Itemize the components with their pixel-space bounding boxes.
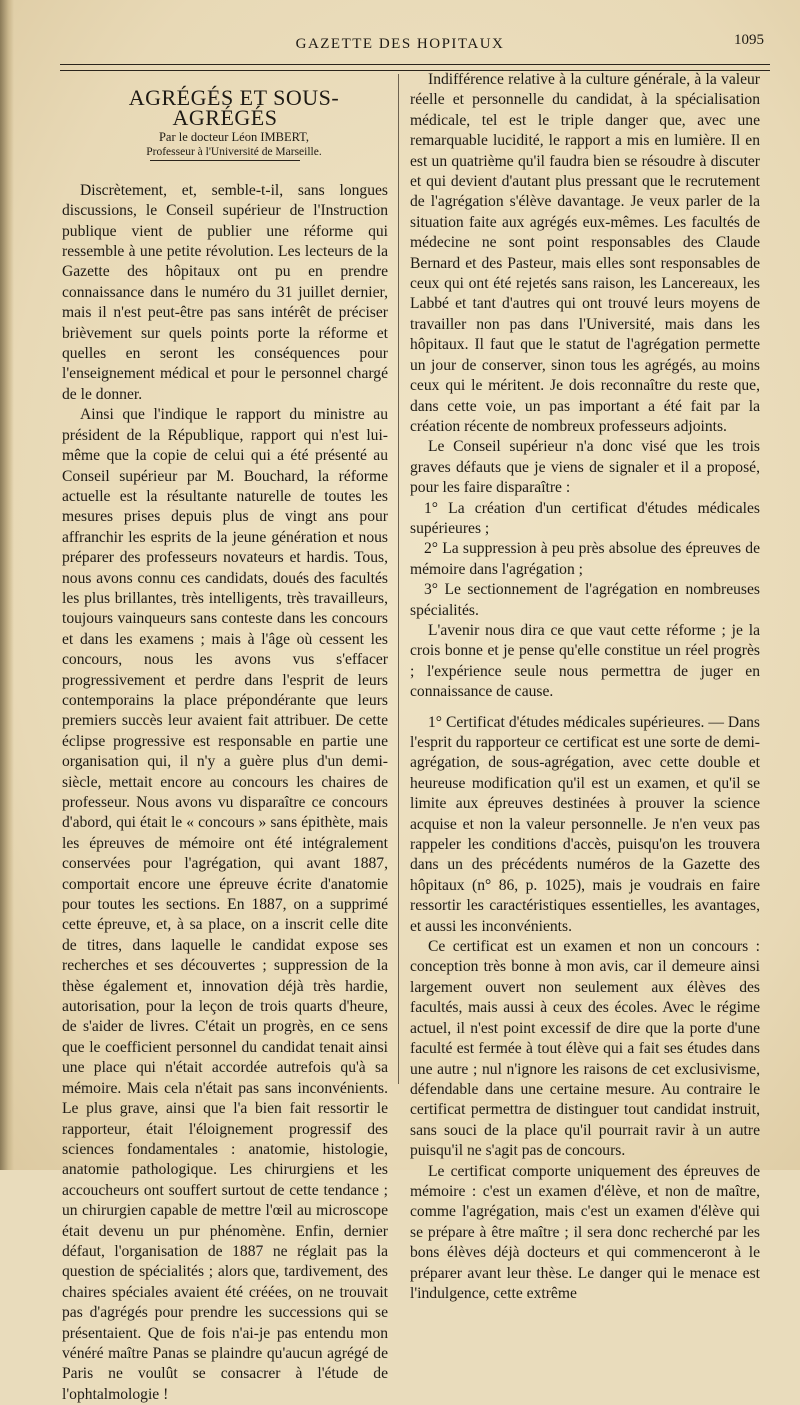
section-paragraph: 1° Certificat d'études médicales supérieures. — Dans l'esprit du rapporteur ce certificat est une sorte de demi-agrégation, de sous-agrégation, avec cette double et heureuse modification qu'il est un examen, et qu'il se limite aux épreuves destinées à prouver la science acquise et non la valeur personnelle. Je n'en veux pas rappeler les conditions d'accès, puisqu'on les trouvera dans un des précédents numéros de la Gazette des hôpitaux (n° 86, p. 1025), mais je voudrais en faire ressortir les caractéristiques essentielles, les avantages, et aussi les inconvénients.: [410, 713, 760, 935]
column-divider: [398, 74, 399, 1084]
list-item: 3° Le sectionnement de l'agrégation en nombreuses spécialités.: [410, 581, 760, 619]
paragraph: Discrètement, et, semble-t-il, sans longues discussions, le Conseil supérieur de l'Instruction publique vient de publier une réforme qui ressemble à une petite révolution. Les lecteurs de la Gazette des hôpitaux ont pu en prendre connaissance dans le numéro du 31 juillet dernier, mais il n'est peut-être pas sans intérêt de préciser brièvement sur quels points porte la réforme et quelles en seront les conséquences pour l'enseignement médical et pour le personnel chargé de le donner.: [62, 181, 388, 403]
paragraph: L'avenir nous dira ce que vaut cette réforme ; je la crois bonne et je pense qu'elle constitue un réel progrès ; l'expérience seule nous permettra de juger en connaissance de cause.: [410, 621, 760, 701]
title-divider: [150, 160, 300, 161]
header-rule: [60, 64, 770, 65]
paragraph: Ainsi que l'indique le rapport du ministre au président de la République, rapport qui n'est lui-même que la copie de celui qui a été présenté au Conseil supérieur par M. Bouchard, la réforme actuelle est la résultante naturelle de toutes les mesures prises depuis plus de vingt ans pour affranchir les esprits de la jeune génération et nous préparer des professeurs novateurs et hardis. Tous, nous avons connu ces candidats, doués des facultés les plus brillantes, très intelligents, très travailleurs, toujours vainqueurs sans conteste dans les concours et dans les examens ; mais à l'âge où cessent les concours, nous les avons vus s'effacer progressivement et perdre dans l'esprit de leurs contemporains la place prépondérante que leurs premiers succès leur avaient fait attribuer. De cette éclipse progressive est responsable en partie une organisation qui, il n'y a guère plus d'un demi-siècle, mettait encore au concours les chaires de professeur. Nous avons vu disparaître ce concours d'abord, qui était le « concours » sans épithète, mais les épreuves de mémoire ont été intégralement conservées pour l'agrégation, qui avant 1887, comportait encore une épreuve écrite d'anatomie pour toutes les sections. En 1887, on a supprimé cette épreuve, et, à sa place, on a inscrit celle dite de titres, dans laquelle le candidat expose ses recherches et ses découvertes ; suppression de la thèse également et, innovation déjà très hardie, autorisation, pour la leçon de trois quarts d'heure, de s'aider de livres. C'était un progrès, en ce sens que le coefficient personnel du candidat tenait ainsi une place qui n'était accordée autrefois qu'à sa mémoire. Mais cela n'était pas sans inconvénients. Le plus grave, ainsi que l'a bien fait ressortir le rapporteur, était l'éloignement progressif des sciences fondamentales : anatomie, histologie, anatomie pathologique. Les chirurgiens et les accoucheurs ont souffert surtout de cette tendance ; un chirurgien capable de mettre l'œil au microscope était devenu un pur phénomène. Enfin, dernier défaut, l'organisation de 1887 ne réglait pas la question de spécialités ; alors que, tardivement, des chaires spéciales avaient été créées, on ne trouvait pas d'agrégés pour prendre les successions qui se présentaient. Que de fois n'ai-je pas entendu mon vénéré maître Panas se plaindre qu'aucun agrégé de Paris ne voulût se consacrer à l'étude de l'ophtalmologie !: [62, 406, 388, 1403]
paragraph: Ce certificat est un examen et non un concours : conception très bonne à mon avis, car il demeure ainsi largement ouvert non seulement aux élèves des facultés, mais aussi à ceux des écoles. Avec le régime actuel, il n'est point excessif de dire que la porte d'une faculté est fermée à tout élève qui a fait ses études dans une autre ; nul n'ignore les raisons de cet exclusivisme, défendable dans une certaine mesure. Au contraire le certificat permettra de distinguer tout candidat instruit, sans souci de la place qu'il pourrait ravir à un autre puisqu'il ne s'agit pas de concours.: [410, 938, 760, 1160]
list-item: 1° La création d'un certificat d'études médicales supérieures ;: [410, 499, 760, 537]
right-column: [410, 70, 760, 1304]
book-spine-shadow: [0, 0, 14, 1170]
article-title: AGRÉGÉS ET SOUS-AGRÉGÉS: [128, 85, 340, 131]
paragraph: Le Conseil supérieur n'a donc visé que les trois graves défauts que je viens de signaler et il a proposé, pour les faire disparaître :: [410, 438, 760, 497]
list-item: 2° La suppression à peu près absolue des épreuves de mémoire dans l'agrégation ;: [410, 540, 760, 578]
author-affiliation: Professeur à l'Université de Marseille.: [146, 145, 322, 158]
left-column: [62, 85, 388, 1405]
paragraph: Le certificat comporte uniquement des épreuves de mémoire : c'est un examen d'élève, et non de maître, comme l'agrégation, mais c'est un examen d'élève qui se prépare à être maître ; il sera donc recherché par les bons élèves déjà docteurs et qui commenceront à le préparer avant leur thèse. Le danger qui le menace est l'indulgence, cette extrême: [410, 1162, 760, 1302]
article-byline: Par le docteur Léon IMBERT,: [158, 129, 310, 144]
paragraph: Indifférence relative à la culture générale, à la valeur réelle et personnelle du candidat, à la spécialisation médicale, tel est le triple danger que, avec une remarquable lucidité, le rapport a mis en lumière. Il en est un quatrième qu'il faudra bien se résoudre à discuter et qui devient d'autant plus pressant que le recrutement de l'agrégation s'élève davantage. Je veux parler de la situation faite aux agrégés eux-mêmes. Les facultés de médecine ne sont point responsables des Claude Bernard et des Pasteur, mais elles sont responsables de ceux qui ont été rejetés sans raison, les Lancereaux, les Labbé et tant d'autres qui ont trouvé leurs moyens de travailler non pas dans l'Université, mais dans les hôpitaux. Il faut que le statut de l'agrégation permette un jour de conserver, sinon tous les agrégés, au moins ceux qui le méritent. Je dois reconnaître du reste que, dans cette voie, un pas important a été fait par la création récente de nombreux professeurs adjoints.: [410, 71, 760, 435]
page-number: 1095: [734, 32, 764, 48]
running-head: GAZETTE DES HOPITAUX: [295, 36, 505, 52]
